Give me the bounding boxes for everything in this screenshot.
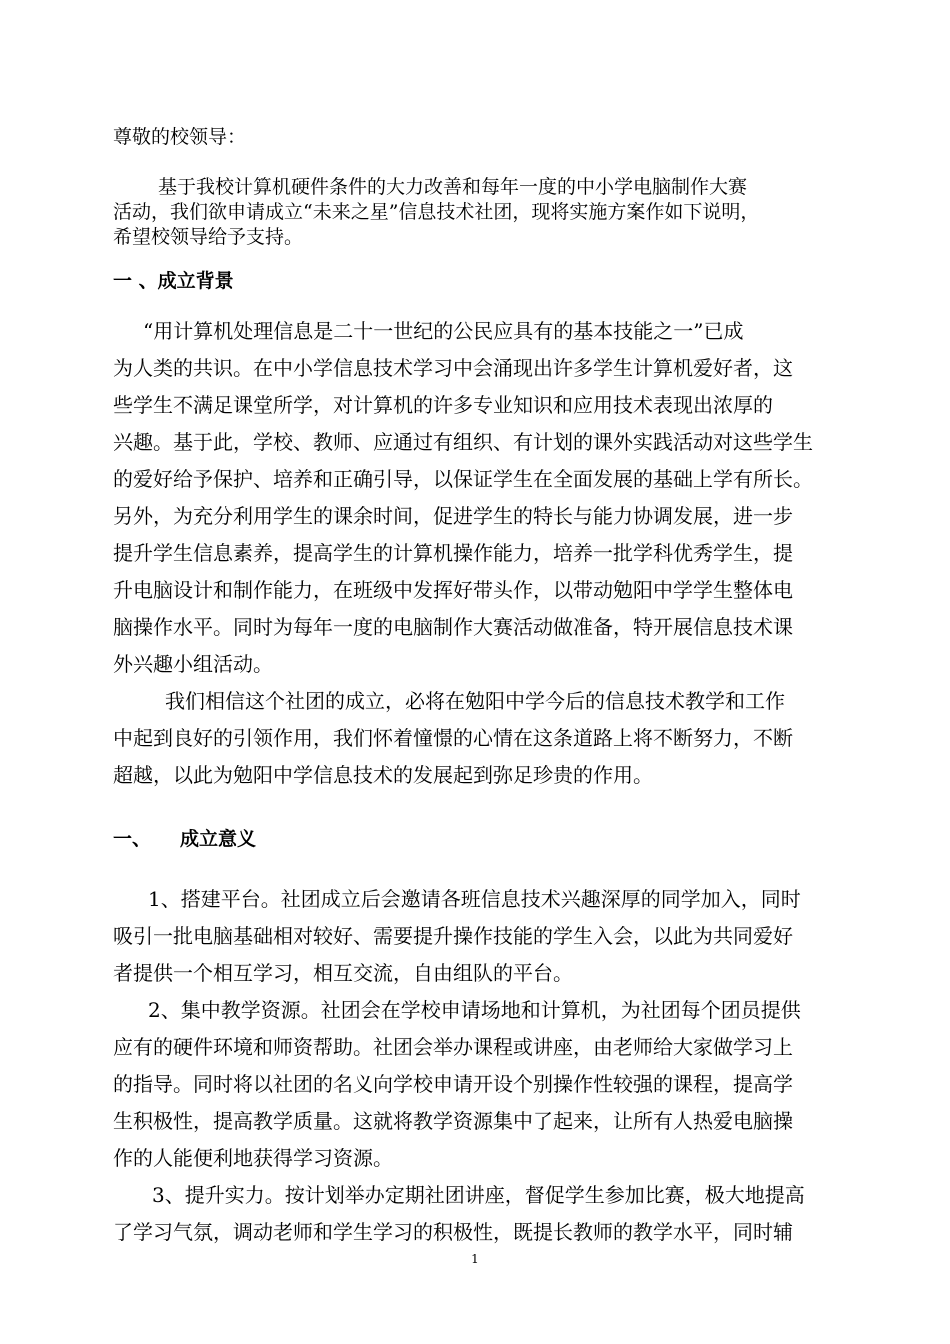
salutation: 尊敬的校领导： [113,126,247,148]
significance-item3-line: 了学习气氛，调动老师和学生学习的积极性，既提长教师的教学水平，同时辅 [113,1220,793,1244]
background-para-line: 提升学生信息素养，提高学生的计算机操作能力，培养一批学科优秀学生，提 [113,541,793,565]
background-para2-line: 中起到良好的引领作用，我们怀着憧憬的心情在这条道路上将不断努力，不断 [113,726,793,750]
intro-line-3: 希望校领导给予支持。 [113,226,304,248]
section-heading-significance: 成立意义 [180,828,257,850]
background-para-line: 升电脑设计和制作能力，在班级中发挥好带头作，以带动勉阳中学学生整体电 [113,578,793,602]
page-number: 1 [471,1252,479,1266]
significance-item2-line: 作的人能便利地获得学习资源。 [113,1146,393,1170]
section-heading-number: 一、 [113,828,152,850]
section-heading-background: 一 、成立背景 [113,270,234,292]
significance-item2-line: 应有的硬件环境和师资帮助。社团会举办课程或讲座，由老师给大家做学习上 [113,1035,793,1059]
significance-item1-line: 1、搭建平台。社团成立后会邀请各班信息技术兴趣深厚的同学加入，同时 [148,887,801,911]
background-para-line: 外兴趣小组活动。 [113,652,273,676]
background-para-line: 为人类的共识。在中小学信息技术学习中会涌现出许多学生计算机爱好者，这 [113,356,793,380]
intro-line-1: 基于我校计算机硬件条件的大力改善和每年一度的中小学电脑制作大赛 [158,176,748,198]
significance-item2-line: 生积极性，提高教学质量。这就将教学资源集中了起来，让所有人热爱电脑操 [113,1109,793,1133]
background-para-line: 另外，为充分利用学生的课余时间，促进学生的特长与能力协调发展，进一步 [113,504,793,528]
significance-item2-line: 的指导。同时将以社团的名义向学校申请开设个别操作性较强的课程，提高学 [113,1072,793,1096]
significance-item3-line: 3、提升实力。按计划举办定期社团讲座，督促学生参加比赛，极大地提高 [152,1183,805,1207]
background-para-line: 脑操作水平。同时为每年一度的电脑制作大赛活动做准备，特开展信息技术课 [113,615,793,639]
significance-item1-line: 者提供一个相互学习，相互交流，自由组队的平台。 [113,961,573,985]
background-para2-line: 超越，以此为勉阳中学信息技术的发展起到弥足珍贵的作用。 [113,763,653,787]
background-para-line: “用计算机处理信息是二十一世纪的公民应具有的基本技能之一”已成 [143,319,744,343]
background-para-line: 的爱好给予保护、培养和正确引导，以保证学生在全面发展的基础上学有所长。 [113,467,813,491]
significance-item2-line: 2、集中教学资源。社团会在学校申请场地和计算机，为社团每个团员提供 [148,998,801,1022]
background-para-line: 些学生不满足课堂所学，对计算机的许多专业知识和应用技术表现出浓厚的 [113,393,773,417]
background-para2-line: 我们相信这个社团的成立，必将在勉阳中学今后的信息技术教学和工作 [165,689,785,713]
intro-line-2: 活动，我们欲申请成立“未来之星”信息技术社团，现将实施方案作如下说明， [113,201,760,223]
significance-item1-line: 吸引一批电脑基础相对较好、需要提升操作技能的学生入会，以此为共同爱好 [113,924,793,948]
background-para-line: 兴趣。基于此，学校、教师、应通过有组织、有计划的课外实践活动对这些学生 [113,430,813,454]
